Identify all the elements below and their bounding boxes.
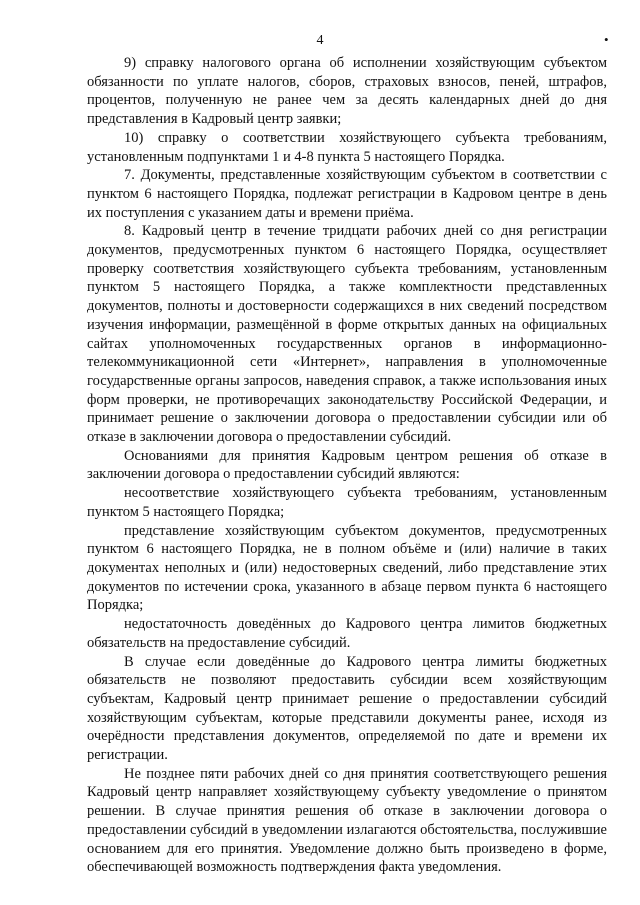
paragraph-refusal-ground-2: представление хозяйствующим субъектом документов, предусмотренных пунктом 6 настоящего Порядка, не в полном объёме и (или) наличие в таких документах неполных и (или) недостоверных сведений, либо представление этих документов по истечении срока, указанного в абзаце первом пункта 6 настоящего Порядка; (87, 522, 607, 614)
paragraph-item-9: 9) справку налогового органа об исполнении хозяйствующим субъектом обязанности по уплате налогов, сборов, страховых взносов, пеней, штрафов, процентов, полученную не ранее чем за десять календарных дней до дня представления в Кадровый центр заявки; (87, 55, 607, 128)
paragraph-refusal-grounds-intro: Основаниями для принятия Кадровым центром решения об отказе в заключении договора о предоставлении субсидий являются: (87, 447, 607, 483)
paragraph-refusal-ground-3: недостаточность доведённых до Кадрового центра лимитов бюджетных обязательств на предоставление субсидий. (87, 616, 607, 651)
paragraph-clause-8: 8. Кадровый центр в течение тридцати рабочих дней со дня регистрации документов, предусмотренных пунктом 6 настоящего Порядка, осуществляет проверку соответствия хозяйствующего субъекта требованиям, установленным пунктом 5 настоящего Порядка, а также комплектности представленных документов, полноты и достоверности содержащихся в них сведений посредством изучения информации, размещённой в форме открытых данных на официальных сайтах уполномоченных государственных органов в информационно-телекоммуникационной сети «Интернет», направления в уполномоченные государственные органы запросов, наведения справок, а также использования иных форм проверки, не противоречащих законодательству Российской Федерации, и принимает решение о заключении договора о предоставлении субсидии или об отказе в заключении договора о предоставлении субсидий. (87, 223, 607, 446)
document-body (87, 54, 607, 877)
paragraph-item-10: 10) справку о соответствии хозяйствующего субъекта требованиям, установленным подпунктами 1 и 4-8 пункта 5 настоящего Порядка. (87, 129, 607, 165)
paragraph-refusal-ground-1: несоответствие хозяйствующего субъекта требованиям, установленным пунктом 5 настоящего Порядка; (87, 485, 607, 520)
corner-mark: • (604, 32, 609, 47)
paragraph-notification: Не позднее пяти рабочих дней со дня принятия соответствующего решения Кадровый центр направляет хозяйствующему субъекту уведомление о принятом решении. В случае принятия решения об отказе в заключении договора о предоставлении субсидий в уведомлении излагаются обстоятельства, послужившие основанием для его принятия. Уведомление должно быть произведено в форме, обеспечивающей возможность подтверждения факта уведомления. (87, 765, 607, 876)
paragraph-limits-case: В случае если доведённые до Кадрового центра лимиты бюджетных обязательств не позволяют предоставить субсидии всем хозяйствующим субъектам, Кадровый центр принимает решение о предоставлении субсидий хозяйствующим субъектам, которые представили документы ранее, исходя из очерёдности представления документов, определяемой по дате и времени их регистрации. (87, 653, 607, 764)
paragraph-clause-7: 7. Документы, представленные хозяйствующим субъектом в соответствии с пунктом 6 настоящего Порядка, подлежат регистрации в Кадровом центре в день их поступления с указанием даты и времени приёма. (87, 167, 607, 221)
page-number: 4 (316, 33, 324, 48)
